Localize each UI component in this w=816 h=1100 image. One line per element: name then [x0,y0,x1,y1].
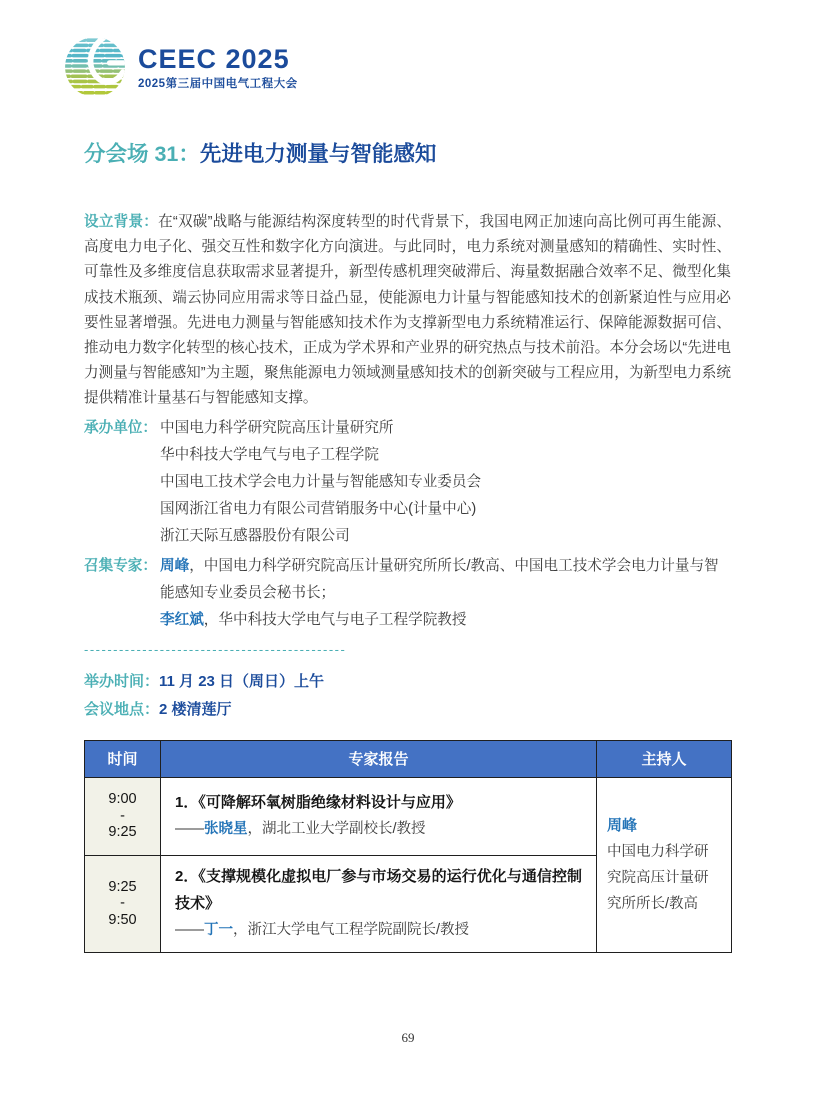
organizer-item: 国网浙江省电力有限公司营销服务中心(计量中心) [160,500,477,517]
convener-name: 周峰 [160,557,190,574]
speaker-affiliation: ，湖北工业大学副校长/教授 [247,821,426,838]
venue-label: 会议地点： [84,701,160,719]
time-separator: - [120,807,125,824]
conveners-list [160,553,731,634]
report-title: 1．《可降解环氧树脂绝缘材料设计与应用》 [175,794,461,812]
page-title [84,140,731,168]
conveners-section [84,553,731,634]
event-time-value: 11 月 23 日（周日）上午 [159,672,325,690]
convener-desc: ，华中科技大学电气与电子工程学院教授 [203,611,467,628]
time-cell [85,777,161,855]
table-header-row [85,740,732,777]
time-end: 9:50 [108,911,137,928]
em-dash: —— [175,821,204,838]
time-start: 9:25 [108,878,137,895]
speaker-name: 丁一 [204,922,233,939]
report-title: 2．《支撑规模化虚拟电厂参与市场交易的运行优化与通信控制技术》 [175,868,582,913]
moderator-cell [597,777,732,952]
convener-entry [160,553,731,607]
background-section [84,210,731,412]
header-cell-moderator: 主持人 [597,740,732,777]
table-row [85,777,732,855]
page-number: 69 [401,1030,415,1045]
venue-row [84,696,731,725]
organizer-item: 浙江天际互感器股份有限公司 [160,527,350,544]
speaker-affiliation: ，浙江大学电气工程学院副院长/教授 [233,922,470,939]
event-time-row [84,668,731,697]
moderator-name: 周峰 [607,817,638,835]
organizers-list [160,415,731,550]
globe-icon [62,34,128,100]
organizers-section [84,415,731,550]
venue-value: 2 楼清莲厅 [159,701,232,719]
moderator-desc: 中国电力科学研究院高压计量研究所所长/教高 [607,844,709,913]
logo-subtitle: 2025第三届中国电气工程大会 [138,77,298,90]
event-time-label: 举办时间： [84,672,160,690]
report-cell [161,777,597,855]
dashed-separator: --------------------------------------------- [84,641,347,657]
organizer-item: 华中科技大学电气与电子工程学院 [160,446,379,463]
speaker-line [175,816,582,843]
header-cell-time: 时间 [85,740,161,777]
session-topic: 先进电力测量与智能感知 [199,142,437,166]
report-cell [161,855,597,952]
time-end: 9:25 [108,824,137,841]
conference-logo [62,34,298,100]
speaker-name: 张晓星 [204,821,248,838]
convener-desc: ，中国电力科学研究院高压计量研究所所长/教高、中国电工技术学会电力计量与智能感知专业委员会秘书长； [160,557,719,601]
header-cell-report: 专家报告 [161,740,597,777]
organizers-label: 承办单位： [84,419,157,436]
time-start: 9:00 [108,791,137,808]
background-label: 设立背景： [84,214,159,230]
page-content [84,140,731,953]
conveners-label: 召集专家： [84,557,157,574]
organizer-item: 中国电力科学研究院高压计量研究所 [160,419,394,436]
convener-name: 李红斌 [160,611,204,628]
background-text: 在“双碳”战略与能源结构深度转型的时代背景下，我国电网正加速向高比例可再生能源、高度电力电子化、强交互性和数字化方向演进。与此同时，电力系统对测量感知的精确性、实时性、可靠性及多维度信息获取需求显著提升，新型传感机理突破滞后、海量数据融合效率不足、微型化集成技术瓶颈、端云协同应用需求等日益凸显，使能源电力计量与智能感知技术的创新紧迫性与应用必要性显著增强。先进电力测量与智能感知技术作为支撑新型电力系统精准运行、保障能源数据可信、推动电力数字化转型的核心技术，正成为学术界和产业界的研究热点与技术前沿。本分会场以“先进电力测量与智能感知”为主题，聚焦能源电力领域测量感知技术的创新突破与工程应用，为新型电力系统提供精准计量基石与智能感知支撑。 [84,214,731,407]
time-cell [85,855,161,952]
logo-title: CEEC 2025 [138,43,290,74]
time-separator: - [120,895,125,912]
convener-entry [160,607,731,634]
em-dash: —— [175,922,204,939]
organizer-item: 中国电工技术学会电力计量与智能感知专业委员会 [160,473,482,490]
speaker-line [175,917,582,944]
schedule-table [84,740,732,953]
session-number: 分会场 31： [84,142,200,166]
logo-text [138,44,298,91]
